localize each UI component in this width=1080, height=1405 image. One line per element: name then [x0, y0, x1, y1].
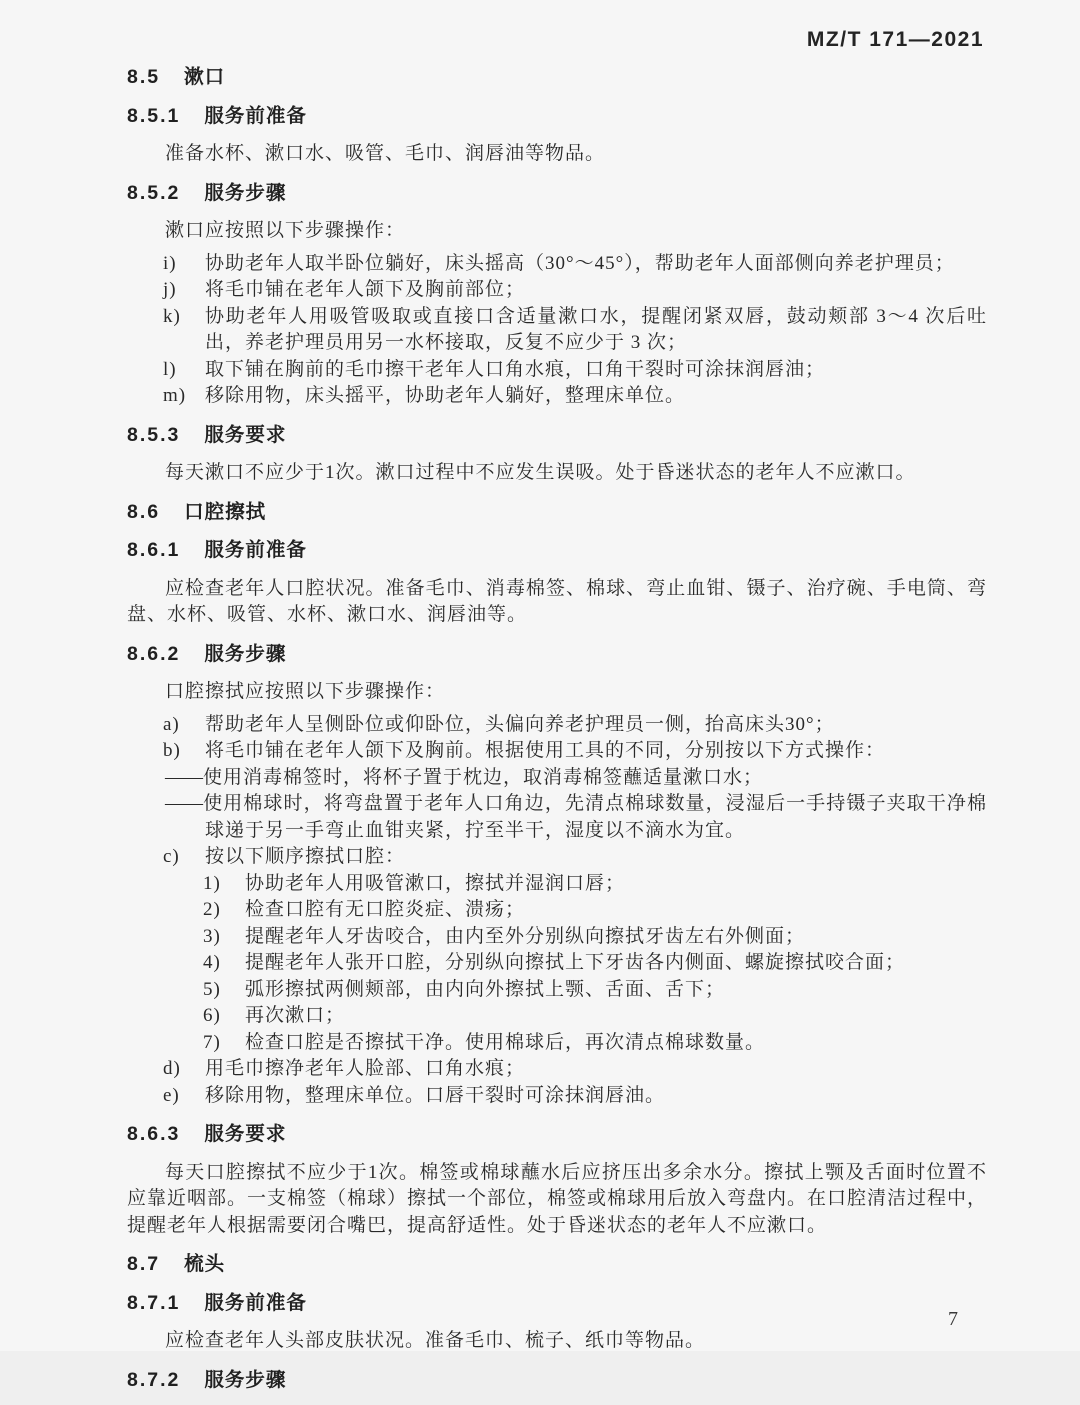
list-item-1	[127, 871, 987, 898]
list-item-label: k)	[163, 305, 181, 327]
list-item-text: 取下铺在胸前的毛巾擦干老年人口角水痕，口角干裂时可涂抹润唇油；	[205, 358, 826, 380]
list-item-label: 1)	[203, 872, 221, 894]
list-item-2	[127, 897, 987, 924]
section-heading-8.6	[127, 499, 987, 526]
paragraph: 口腔擦拭应按照以下步骤操作：	[165, 681, 446, 702]
list-item-label: 5)	[203, 978, 221, 1000]
list-item-label: i)	[163, 252, 177, 274]
heading-title: 服务前准备	[204, 104, 307, 127]
list-item-c	[127, 844, 987, 871]
heading-title: 服务前准备	[204, 1291, 307, 1314]
heading-number: 8.5	[127, 66, 161, 88]
page-number: 7	[948, 1308, 958, 1330]
list-item-l	[127, 357, 987, 384]
list-item-label: c)	[163, 846, 180, 867]
heading-number: 8.7.2	[127, 1368, 181, 1391]
dash-list-item	[127, 765, 987, 792]
list-item-b	[127, 738, 987, 765]
list-item-4	[127, 950, 987, 977]
heading-title: 口腔擦拭	[184, 500, 267, 523]
list-item-label: 3)	[203, 925, 221, 947]
list-item-5	[127, 977, 987, 1004]
list-item-text: 再次漱口；	[245, 1005, 346, 1026]
dash-item-text: 使用棉球时，将弯盘置于老年人口角边，先清点棉球数量，浸湿后一手持镊子夹取干净棉球递于另一手弯止血钳夹紧，拧至半干，湿度以不滴水为宜。	[203, 793, 987, 841]
list-item-text: 协助老年人用吸管吸取或直接口含适量漱口水，提醒闭紧双唇，鼓动颊部 3～4 次后吐出，养老护理员用另一水杯接取，反复不应少于 3 次；	[205, 305, 987, 353]
list-item-label: j)	[163, 279, 177, 300]
list-item-text: 将毛巾铺在老年人颌下及胸前部位；	[205, 279, 526, 300]
section-heading-8.5.1	[127, 103, 987, 130]
list-item-3	[127, 924, 987, 951]
document-content	[127, 52, 987, 1405]
paragraph: 应检查老年人口腔状况。准备毛巾、消毒棉签、棉球、弯止血钳、镊子、治疗碗、手电筒、弯盘、水杯、吸管、水杯、漱口水、润唇油等。	[127, 577, 987, 625]
list-item-d	[127, 1056, 987, 1083]
list-item-text: 弧形擦拭两侧颊部，由内向外擦拭上颚、舌面、舌下；	[245, 978, 726, 1000]
list-item-label: 4)	[203, 952, 221, 973]
list-item-text: 帮助老年人呈侧卧位或仰卧位，头偏向养老护理员一侧，抬高床头30°；	[205, 713, 835, 735]
list-item-text: 协助老年人取半卧位躺好，床头摇高（30°～45°），帮助老年人面部侧向养老护理员；	[205, 252, 955, 274]
list-item-text: 协助老年人用吸管漱口，擦拭并湿润口唇；	[245, 872, 626, 894]
list-item-label: 2)	[203, 899, 221, 920]
paragraph: 应检查老年人头部皮肤状况。准备毛巾、梳子、纸巾等物品。	[165, 1330, 706, 1351]
heading-number: 8.7.1	[127, 1291, 181, 1314]
heading-title: 漱口	[184, 66, 226, 88]
list-item-label: m)	[163, 385, 187, 406]
paragraph: 准备水杯、漱口水、吸管、毛巾、润唇油等物品。	[165, 143, 606, 164]
list-item-label: 6)	[203, 1005, 221, 1026]
heading-title: 服务步骤	[204, 642, 287, 665]
heading-number: 8.6.3	[127, 1123, 181, 1145]
list-item-7	[127, 1030, 987, 1057]
section-heading-8.6.3	[127, 1121, 987, 1148]
heading-number: 8.6.2	[127, 642, 181, 665]
list-item-text: 检查口腔是否擦拭干净。使用棉球后，再次清点棉球数量。	[245, 1031, 766, 1053]
section-heading-8.5	[127, 64, 987, 91]
dash-item-text: 使用消毒棉签时，将杯子置于枕边，取消毒棉签蘸适量漱口水；	[203, 766, 764, 788]
heading-title: 服务要求	[204, 423, 287, 446]
list-item-text: 用毛巾擦净老年人脸部、口角水痕；	[205, 1058, 526, 1079]
heading-number: 8.6	[127, 500, 161, 523]
heading-title: 服务要求	[204, 1123, 287, 1145]
paragraph: 每天漱口不应少于1次。漱口过程中不应发生误吸。处于昏迷状态的老年人不应漱口。	[165, 462, 916, 483]
list-item-label: e)	[163, 1084, 180, 1106]
heading-number: 8.5.3	[127, 423, 181, 446]
paragraph: 每天口腔擦拭不应少于1次。棉签或棉球蘸水后应挤压出多余水分。擦拭上颚及舌面时位置不应靠近咽部。一支棉签（棉球）擦拭一个部位，棉签或棉球用后放入弯盘内。在口腔清洁过程中，提醒老年人根据需要闭合嘴巴，提高舒适性。处于昏迷状态的老年人不应漱口。	[127, 1161, 988, 1236]
list-item-text: 提醒老年人牙齿咬合，由内至外分别纵向擦拭牙齿左右外侧面；	[245, 925, 806, 947]
list-item-j	[127, 277, 987, 304]
section-heading-8.7	[127, 1251, 987, 1278]
dash-mark: ——	[165, 793, 203, 814]
section-heading-8.5.2	[127, 180, 987, 207]
list-item-i	[127, 251, 987, 278]
list-item-label: l)	[163, 358, 177, 380]
heading-title: 服务步骤	[204, 181, 287, 204]
dash-mark: ——	[165, 766, 203, 788]
section-heading-8.7.1	[127, 1290, 987, 1317]
heading-title: 梳头	[184, 1253, 226, 1275]
heading-title: 服务步骤	[204, 1368, 287, 1391]
section-heading-8.7.2	[127, 1367, 987, 1394]
heading-title: 服务前准备	[204, 539, 307, 561]
heading-number: 8.5.2	[127, 181, 181, 204]
section-heading-8.5.3	[127, 422, 987, 449]
list-item-text: 提醒老年人张开口腔，分别纵向擦拭上下牙齿各内侧面、螺旋擦拭咬合面；	[245, 952, 906, 973]
list-item-text: 移除用物，整理床单位。口唇干裂时可涂抹润唇油。	[205, 1084, 666, 1106]
section-heading-8.6.2	[127, 641, 987, 668]
list-item-k	[127, 304, 987, 357]
list-item-label: d)	[163, 1058, 181, 1079]
dash-list-item	[127, 791, 987, 844]
list-item-text: 按以下顺序擦拭口腔：	[205, 846, 406, 867]
paragraph: 漱口应按照以下步骤操作：	[165, 220, 406, 241]
heading-number: 8.7	[127, 1253, 161, 1275]
list-item-a	[127, 712, 987, 739]
list-item-6	[127, 1003, 987, 1030]
list-item-text: 移除用物，床头摇平，协助老年人躺好，整理床单位。	[205, 385, 686, 406]
list-item-label: b)	[163, 740, 181, 761]
list-item-e	[127, 1083, 987, 1110]
heading-number: 8.5.1	[127, 104, 181, 127]
list-item-text: 将毛巾铺在老年人颌下及胸前。根据使用工具的不同，分别按以下方式操作：	[205, 740, 886, 761]
list-item-label: a)	[163, 713, 180, 735]
list-item-text: 检查口腔有无口腔炎症、溃疡；	[245, 899, 526, 920]
section-heading-8.6.1	[127, 537, 987, 564]
doc-code-header: MZ/T 171—2021	[806, 28, 984, 51]
list-item-label: 7)	[203, 1031, 221, 1053]
list-item-m	[127, 383, 987, 410]
heading-number: 8.6.1	[127, 539, 181, 561]
